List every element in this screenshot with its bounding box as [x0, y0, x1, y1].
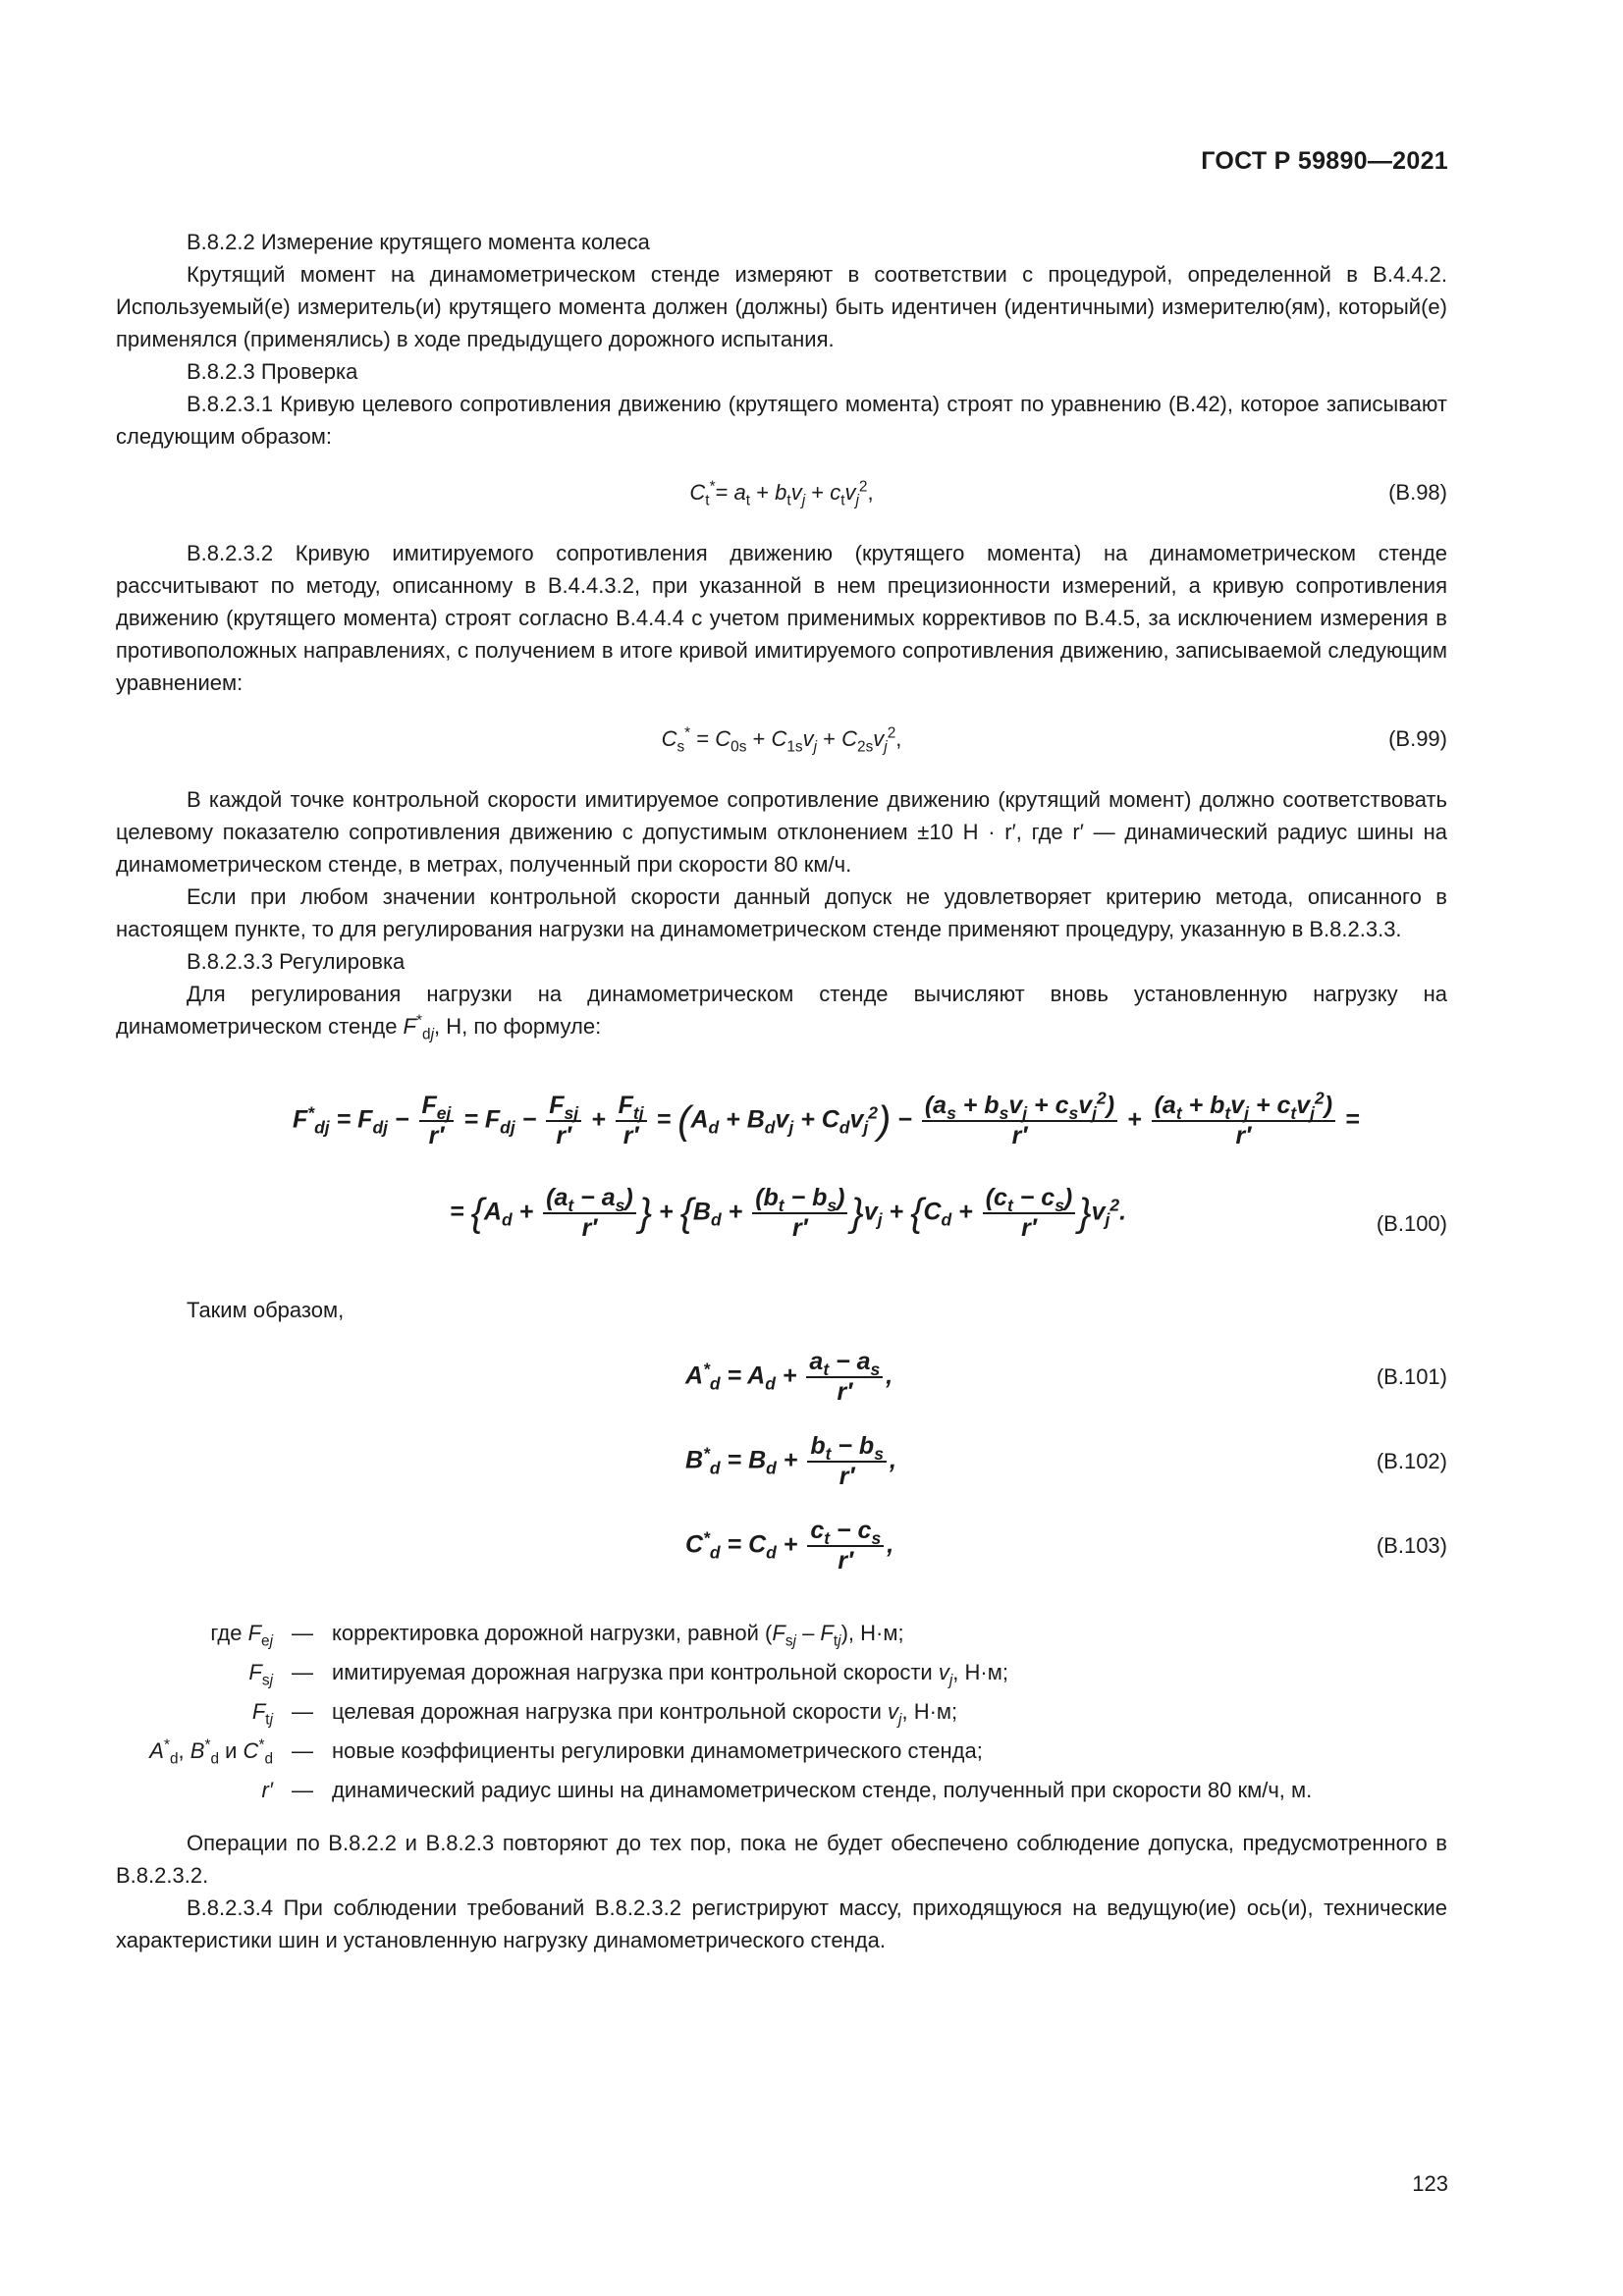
equation-b99-formula: $C_s^* = C_{0s} + C_{1s}v_j + C_{2s}v_j^2$,: [661, 724, 902, 756]
paragraph-torque-measurement: Крутящий момент на динамометрическом стенде измеряют в соответствии с процедурой, определенной в В.4.4.2. Используемый(е) измеритель(и) крутящего момента должен (должны) быть идентичен (идентичными) измерителю(ям), который(е) применялся (применялись) в ходе предыдущего дорожного испытания.: [116, 262, 1447, 351]
legend-text-1: корректировка дорожной нагрузки, равной: [332, 1621, 759, 1645]
legend-text: новые коэффициенты регулировки динамометрического стенда;: [332, 1738, 983, 1763]
legend-text: имитируемая дорожная нагрузка при контрольной скорости $v_j$, Н·м;: [332, 1660, 1008, 1689]
legend-dash: —: [292, 1621, 313, 1645]
paragraph-b8231: В.8.2.3.1 Кривую целевого сопротивления движению (крутящего момента) строят по уравнению (В.42), которое записывают следующим образом:: [116, 392, 1447, 449]
legend-row: [116, 1619, 1447, 1648]
legend-text: корректировка дорожной нагрузки, равной $(F_{sj} - F_{tj})$, Н·м;: [332, 1621, 904, 1650]
legend-dash: —: [292, 1699, 313, 1724]
legend-text-2: имитируемая дорожная нагрузка при контрольной скорости: [332, 1660, 933, 1684]
equation-b99-number: (В.99): [1388, 726, 1447, 751]
paragraph-tolerance: В каждой точке контрольной скорости имитируемое сопротивление движению (крутящий момент) должно соответствовать целевому показателю сопротивления движению с допустимым отклонением ±10 Н · r′, где r′ — динамический радиус шины на динамометрическом стенде, в метрах, полученный при скорости 80 км/ч.: [116, 787, 1447, 877]
equation-b100: [116, 1088, 1447, 1258]
equation-b99: [116, 726, 1447, 756]
equation-b102: [116, 1428, 1447, 1495]
legend-unit-1: Н·м;: [860, 1621, 904, 1645]
legend-symbol: $F_{tj}$: [251, 1699, 273, 1729]
equation-b101-number: (В.101): [1376, 1364, 1447, 1389]
legend-text: динамический радиус шины на динамометрическом стенде, полученный при скорости 80 км/ч, м.: [332, 1778, 1313, 1802]
equation-b100-line2: = {$A_d$ + $\frac{(a_t - a_s)}{r'}$ } + {$B_d$ + $\frac{(b_t - b_s)}{r'}$ }$v_j + \{C_d$ + $\frac{(c_t - c_s)}{r'}$ }$v_j^2$.: [450, 1184, 1127, 1242]
paragraph-adjustment: Для регулирования нагрузки на динамометрическом стенде вычисляют вновь установленную нагрузку на динамометрическом стенде $F^*_{dj}$, Н, по формуле:: [116, 982, 1447, 1043]
legend-symbol: $A^*_d$, $B^*_d$ и $C^*_d$: [149, 1736, 273, 1768]
equation-b101: [116, 1344, 1447, 1411]
paragraph-adjustment-end: , Н, по формуле:: [433, 1014, 602, 1039]
standard-code-header: ГОСТ Р 59890—2021: [1201, 147, 1448, 175]
legend-symbol: где $F_{ej}$: [210, 1621, 273, 1650]
section-heading-b823: В.8.2.3 Проверка: [187, 359, 358, 384]
legend-dash: —: [292, 1778, 313, 1802]
page-number: 123: [1412, 2171, 1448, 2196]
section-heading-b822: В.8.2.2 Измерение крутящего момента колеса: [187, 230, 650, 254]
equation-b101-formula: $A^*_d = A_d$ + $\frac{a_t - a_s}{r'}$ ,: [685, 1348, 893, 1406]
paragraph-adjustment-start: Для регулирования нагрузки на динамометрическом стенде вычисляют вновь установленную нагрузку на динамометрическом стенде: [116, 982, 1447, 1039]
legend-and: и: [225, 1738, 238, 1763]
legend-row: [116, 1776, 1447, 1805]
paragraph-thus: Таким образом,: [187, 1298, 345, 1322]
equation-b102-formula: $B^*_d = B_d$ + $\frac{b_t - b_s}{r'}$ ,: [685, 1432, 896, 1490]
equation-b98: [116, 480, 1447, 509]
page-content: [116, 226, 1447, 1956]
legend-row: [116, 1658, 1447, 1687]
legend-symbol: r′: [261, 1778, 273, 1802]
legend-where: где: [210, 1621, 243, 1645]
legend-dash: —: [292, 1738, 313, 1763]
legend-symbol: $F_{sj}$: [248, 1660, 273, 1689]
equation-b100-number: (В.100): [1376, 1211, 1447, 1236]
equation-b103-number: (В.103): [1376, 1533, 1447, 1558]
legend-row: [116, 1736, 1447, 1766]
paragraph-b8234: В.8.2.3.4 При соблюдении требований В.8.2.3.2 регистрируют массу, приходящуюся на ведущую(ие) ось(и), технические характеристики шин и установленную нагрузку динамометрического стенда.: [116, 1896, 1447, 1952]
legend-unit-3: Н·м;: [913, 1699, 958, 1724]
paragraph-b8232: В.8.2.3.2 Кривую имитируемого сопротивления движению (крутящего момента) на динамометрическом стенде рассчитывают по методу, описанному в В.4.4.3.2, при указанной в нем прецизионности измерений, а кривую сопротивления движению (крутящего момента) строят согласно В.4.4.4 с учетом применимых коррективов по В.4.5, за исключением измерения в противоположных направлениях, с получением в итоге кривой имитируемого сопротивления движению, записываемой следующим уравнением:: [116, 541, 1447, 695]
equation-b100-line1: $F^*_{dj} = F_{dj}$ − $\frac{F_{ej}}{r'}$ = $F_{dj}$ − $\frac{F_{sj}}{r'}$ + $\frac{F_{tj}}{r'}$ = $(A_d + B_dv_j + C_dv_j^2)$ − $\frac{(a_s + b_sv_j + c_sv_j^2)}{r'}$ + $\frac{(a_t + b_tv_j + c_tv_j^2)}{r'}$ =: [293, 1088, 1360, 1149]
paragraph-tolerance-fail: Если при любом значении контрольной скорости данный допуск не удовлетворяет критерию метода, описанного в настоящем пункте, то для регулирования нагрузки на динамометрическом стенде применяют процедуру, указанную в В.8.2.3.3.: [116, 884, 1447, 941]
symbol-legend: [116, 1619, 1447, 1805]
equation-b98-number: (В.98): [1388, 480, 1447, 505]
equation-b102-number: (В.102): [1376, 1449, 1447, 1473]
legend-dash: —: [292, 1660, 313, 1684]
legend-text-3: целевая дорожная нагрузка при контрольной скорости: [332, 1699, 882, 1724]
equation-b98-formula: $C_t^*= a_t + b_tv_j + c_tv_j^2$,: [689, 478, 874, 509]
equation-b103: [116, 1513, 1447, 1579]
legend-row: [116, 1697, 1447, 1727]
legend-unit-2: Н·м;: [964, 1660, 1008, 1684]
equation-b103-formula: $C^*_d = C_d$ + $\frac{c_t - c_s}{r'}$ ,: [685, 1517, 894, 1575]
paragraph-repeat-operations: Операции по В.8.2.2 и В.8.2.3 повторяют до тех пор, пока не будет обеспечено соблюдение допуска, предусмотренного в В.8.2.3.2.: [116, 1831, 1447, 1888]
legend-text: целевая дорожная нагрузка при контрольной скорости $v_j$, Н·м;: [332, 1699, 958, 1729]
section-heading-b8233: В.8.2.3.3 Регулировка: [187, 949, 406, 974]
